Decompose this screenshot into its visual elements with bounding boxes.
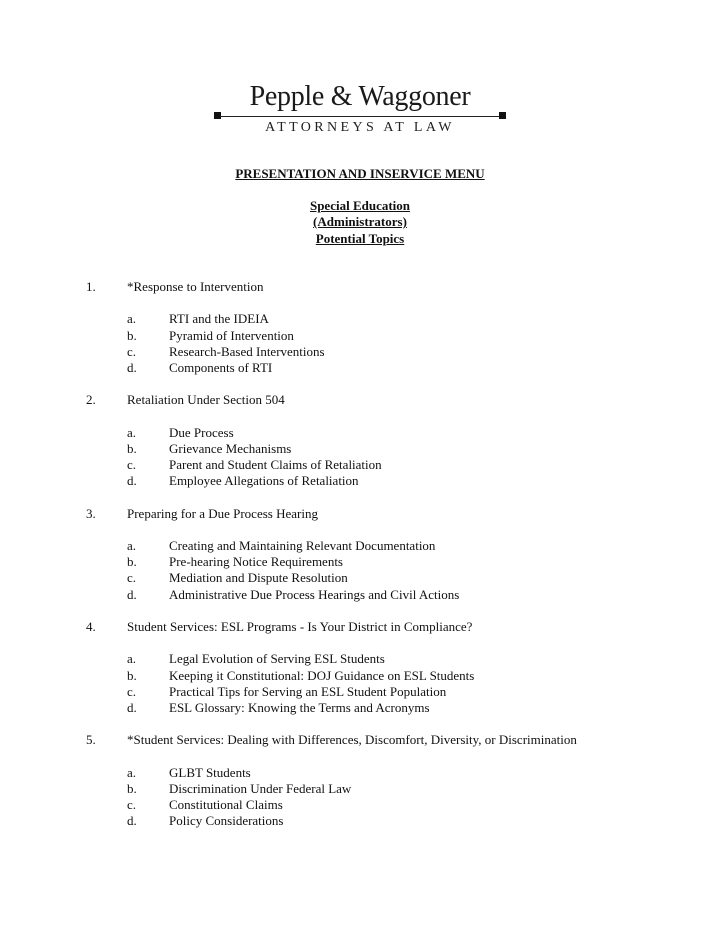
topic-title: Preparing for a Due Process Hearing	[127, 505, 318, 521]
subtopic-text: Creating and Maintaining Relevant Documentation	[169, 538, 436, 553]
subtopic-letter: c.	[127, 570, 137, 586]
subtopic-list	[0, 538, 720, 603]
subtopic-letter: a.	[127, 424, 137, 440]
subtopic-item	[0, 668, 720, 684]
subtopic-item	[0, 441, 720, 457]
subtopic-letter: a.	[127, 538, 137, 553]
document-subtitle-line-2: (Administrators)	[313, 214, 407, 229]
firm-name: Pepple & Waggoner	[249, 81, 471, 112]
subtopic-text: RTI and the IDEIA	[169, 311, 269, 327]
subtopic-item	[0, 700, 720, 716]
subtopic-item	[0, 473, 720, 489]
subtopic-text: Legal Evolution of Serving ESL Students	[169, 651, 385, 667]
subtopic-list	[0, 651, 720, 716]
topic-5	[0, 732, 720, 829]
subtopic-letter: a.	[127, 311, 137, 327]
subtopic-item	[0, 781, 720, 797]
topic-number: 1.	[86, 279, 96, 294]
subtopic-item	[0, 587, 720, 603]
subtopic-text: Constitutional Claims	[169, 797, 283, 812]
subtopic-text: Mediation and Dispute Resolution	[169, 570, 348, 586]
subtopic-text: Administrative Due Process Hearings and Civil Actions	[169, 586, 460, 602]
topic-number: 5.	[86, 732, 96, 748]
subtopic-list	[0, 765, 720, 830]
topic-title: *Student Services: Dealing with Differences, Discomfort, Diversity, or Discrimination	[127, 732, 577, 748]
subtopic-text: Research-Based Interventions	[169, 343, 325, 359]
subtopic-item	[0, 360, 720, 376]
document-title: PRESENTATION AND INSERVICE MENU	[235, 166, 485, 181]
subtopic-letter: b.	[127, 327, 137, 343]
topic-number: 2.	[86, 392, 96, 408]
subtopic-item	[0, 570, 720, 586]
subtopic-letter: a.	[127, 764, 137, 780]
firm-logo	[214, 80, 506, 140]
subtopic-letter: d.	[127, 586, 137, 602]
document-subtitle-line-3: Potential Topics	[315, 231, 405, 246]
subtopic-item	[0, 457, 720, 473]
subtopic-item	[0, 311, 720, 327]
subtopic-item	[0, 684, 720, 700]
subtopic-list	[0, 425, 720, 490]
subtopic-letter: c.	[127, 457, 137, 473]
subtopic-text: Policy Considerations	[169, 813, 284, 829]
subtopic-text: Due Process	[169, 424, 234, 440]
topic-title: *Response to Intervention	[127, 279, 264, 294]
logo-square-right	[499, 112, 506, 119]
subtopic-text: GLBT Students	[169, 764, 251, 780]
subtopic-letter: d.	[127, 813, 137, 829]
subtopic-text: Grievance Mechanisms	[169, 440, 292, 456]
subtopic-letter: d.	[127, 699, 137, 715]
subtopic-item	[0, 538, 720, 554]
topic-3	[0, 506, 720, 603]
subtopic-text: Discrimination Under Federal Law	[169, 780, 352, 796]
subtopic-letter: b.	[127, 440, 137, 456]
subtopic-text: Pre-hearing Notice Requirements	[169, 554, 343, 570]
subtopic-text: Parent and Student Claims of Retaliation	[169, 457, 382, 473]
subtopic-item	[0, 813, 720, 829]
subtopic-letter: c.	[127, 797, 137, 812]
subtopic-list	[0, 311, 720, 376]
topic-4	[0, 619, 720, 716]
subtopic-letter: c.	[127, 343, 137, 359]
subtopic-item	[0, 797, 720, 813]
firm-subtitle: ATTORNEYS AT LAW	[265, 120, 455, 135]
topic-number: 4.	[86, 618, 96, 634]
subtopic-letter: d.	[127, 473, 137, 489]
subtopic-item	[0, 554, 720, 570]
logo-rule	[220, 116, 500, 117]
subtopic-text: Practical Tips for Serving an ESL Student Population	[169, 683, 447, 699]
subtopic-item	[0, 344, 720, 360]
subtopic-letter: b.	[127, 667, 137, 683]
subtopic-item	[0, 425, 720, 441]
subtopic-text: Pyramid of Intervention	[169, 327, 294, 343]
subtopic-text: Keeping it Constitutional: DOJ Guidance on ESL Students	[169, 667, 475, 683]
subtopic-text: Employee Allegations of Retaliation	[169, 473, 359, 489]
topic-2	[0, 392, 720, 489]
topic-title: Retaliation Under Section 504	[127, 392, 285, 408]
subtopic-letter: b.	[127, 554, 137, 570]
topic-number: 3.	[86, 505, 96, 521]
subtopic-text: ESL Glossary: Knowing the Terms and Acronyms	[169, 699, 430, 715]
subtopic-item	[0, 651, 720, 667]
document-subtitle-line-1: Special Education	[309, 198, 411, 213]
topic-title: Student Services: ESL Programs - Is Your District in Compliance?	[127, 618, 473, 634]
subtopic-item	[0, 765, 720, 781]
subtopic-letter: c.	[127, 683, 137, 699]
topic-1	[0, 279, 720, 376]
subtopic-letter: a.	[127, 651, 137, 667]
topic-list	[0, 279, 720, 846]
subtopic-letter: b.	[127, 780, 137, 796]
subtopic-letter: d.	[127, 359, 137, 375]
subtopic-item	[0, 328, 720, 344]
subtopic-text: Components of RTI	[169, 359, 273, 375]
